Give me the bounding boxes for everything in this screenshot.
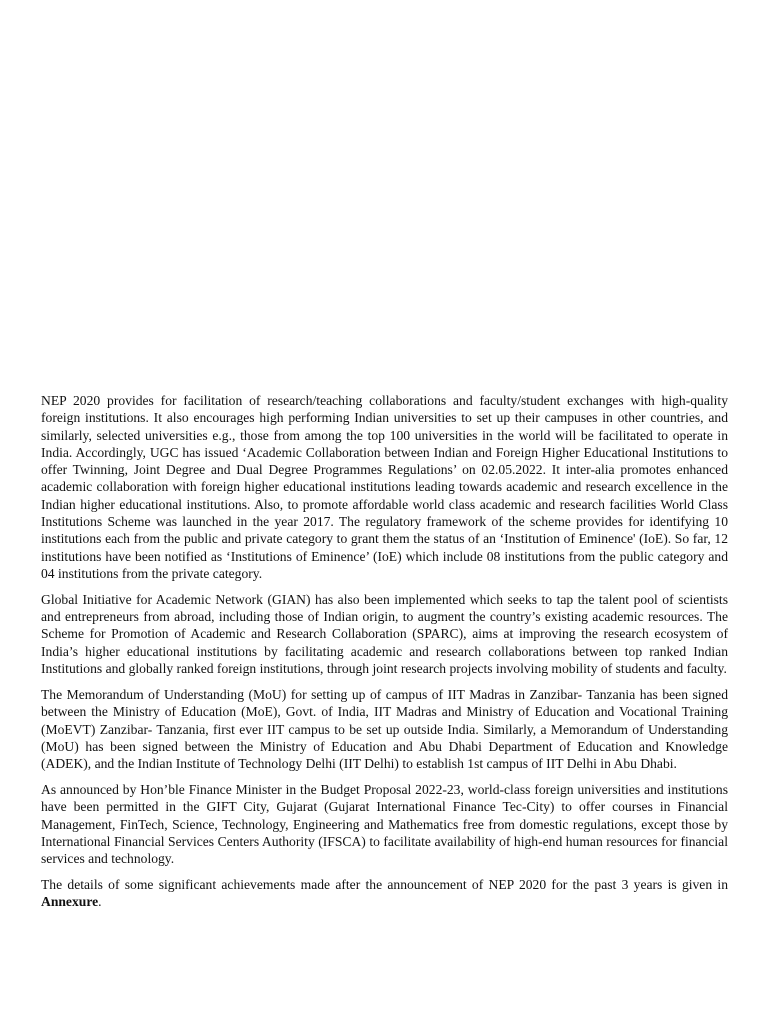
- document-body: [41, 392, 728, 919]
- paragraph-gian-sparc: Global Initiative for Academic Network (GIAN) has also been implemented which seeks to tap the talent pool of scientists and entrepreneurs from abroad, including those of Indian origin, to augment the country’s existing academic resources. The Scheme for Promotion of Academic and Research Collaboration (SPARC), aims at improving the research ecosystem of India’s higher educational institutions by facilitating academic and research collaborations between top ranked Indian Institutions and globally ranked foreign institutions, through joint research projects involving mobility of students and faculty.: [41, 591, 728, 677]
- achievements-suffix: .: [98, 894, 102, 910]
- annexure-reference: Annexure: [41, 894, 99, 910]
- paragraph-achievements: [41, 876, 728, 911]
- achievements-text: The details of some significant achievements made after the announcement of NEP 2020 for the past 3 years is given in: [41, 877, 728, 893]
- paragraph-iit-campuses-abroad: The Memorandum of Understanding (MoU) for setting up of campus of IIT Madras in Zanzibar- Tanzania has been signed between the Ministry of Education (MoE), Govt. of India, IIT Madras and Ministry of Education and Vocational Training (MoEVT) Zanzibar- Tanzania, first ever IIT campus to be set up outside India. Similarly, a Memorandum of Understanding (MoU) has been signed between the Ministry of Education and Abu Dhabi Department of Education and Knowledge (ADEK), and the Indian Institute of Technology Delhi (IIT Delhi) to establish 1st campus of IIT Delhi in Abu Dhabi.: [41, 686, 728, 772]
- paragraph-gift-city: As announced by Hon’ble Finance Minister in the Budget Proposal 2022-23, world-class foreign universities and institutions have been permitted in the GIFT City, Gujarat (Gujarat International Finance Tec-City) to offer courses in Financial Management, FinTech, Science, Technology, Engineering and Mathematics free from domestic regulations, except those by International Financial Services Centers Authority (IFSCA) to facilitate availability of high-end human resources for financial services and technology.: [41, 782, 728, 867]
- paragraph-nep-collaborations: NEP 2020 provides for facilitation of research/teaching collaborations and faculty/student exchanges with high-quality foreign institutions. It also encourages high performing Indian universities to set up their campuses in other countries, and similarly, selected universities e.g., those from among the top 100 universities in the world will be facilitated to operate in India. Accordingly, UGC has issued ‘Academic Collaboration between Indian and Foreign Higher Educational Institutions to offer Twinning, Joint Degree and Dual Degree Programmes Regulations’ on 02.05.2022. It inter-alia promotes enhanced academic collaboration with foreign higher educational institutions leading towards academic and research excellence in the Indian higher educational institutions. Also, to promote affordable world class academic and research facilities World Class Institutions Scheme was launched in the year 2017. The regulatory framework of the scheme provides for identifying 10 institutions each from the public and private category to grant them the status of an ‘Institution of Eminence' (IoE). So far, 12 institutions have been notified as ‘Institutions of Eminence’ (IoE) which include 08 institutions from the public category and 04 institutions from the private category.: [41, 393, 728, 581]
